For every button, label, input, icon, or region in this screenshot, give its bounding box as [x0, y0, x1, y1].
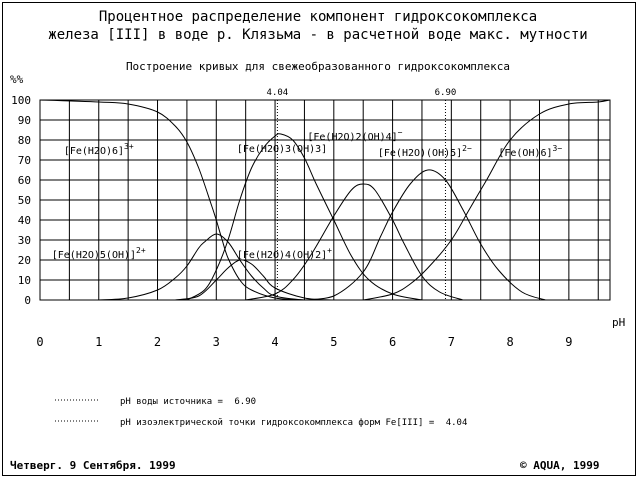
x-tick-label: 7 [447, 335, 455, 349]
y-tick-label: 0 [24, 294, 31, 307]
marker-label: 4.04 [266, 88, 289, 98]
series-line [246, 184, 463, 300]
y-tick-label: 60 [17, 174, 31, 187]
x-ticks [36, 335, 572, 349]
series-label [237, 246, 332, 261]
x-tick-label: 4 [271, 335, 279, 349]
series-label [307, 128, 402, 143]
x-tick-label: 9 [565, 335, 573, 349]
series-label [378, 144, 472, 159]
y-tick-label: 90 [17, 114, 31, 127]
legend-label-2: pH изоэлектрической точки гидроксокомплекса форм Fe[III] = [120, 418, 435, 428]
legend-text-1 [120, 397, 256, 407]
series-label-main: [Fe(H2O)(OH)5] [377, 148, 463, 159]
series-label [237, 144, 327, 155]
y-tick-label: 100 [11, 94, 31, 107]
x-tick-label: 2 [153, 335, 162, 349]
legend-text-2 [120, 418, 467, 428]
series-label-charge: + [327, 246, 332, 255]
series-label-main: [Fe(H2O)3(OH)3] [236, 144, 328, 155]
y-ticks [11, 94, 31, 307]
legend-value-1: 6.90 [234, 397, 257, 407]
series-label-main: [Fe(H2O)2(OH)4] [307, 132, 398, 143]
series-label-main: [Fe(H2O)5(OH)] [51, 250, 137, 261]
y-tick-label: 20 [17, 254, 31, 267]
series-label-charge: 2+ [136, 246, 146, 255]
x-tick-label: 1 [95, 335, 103, 349]
footer-copyright: © AQUA, 1999 [520, 459, 600, 472]
x-tick-label: 8 [506, 335, 514, 349]
grid [40, 100, 610, 300]
series-label-main: [Fe(H2O)4(OH)2] [236, 250, 328, 261]
series-label-charge: − [397, 128, 403, 137]
y-tick-label: 40 [17, 214, 31, 227]
y-axis-label: %% [10, 73, 24, 86]
y-tick-label: 80 [17, 134, 31, 147]
legend-label-1: pH воды источника = [120, 397, 223, 407]
marker-label: 6.90 [434, 88, 457, 98]
subtitle: Построение кривых для свежеобразованного гидроксокомплекса [125, 60, 511, 73]
title-line-2: железа [III] в воде р. Клязьма - в расчетной воде макс. мутности [48, 27, 588, 43]
y-tick-label: 10 [17, 274, 31, 287]
series-label-main: [Fe(OH)6] [498, 148, 553, 159]
y-tick-label: 30 [17, 234, 31, 247]
series-label [498, 144, 562, 159]
x-tick-label: 5 [330, 335, 338, 349]
series-label-charge: 3− [552, 144, 563, 153]
series-label-charge: 2− [462, 144, 472, 153]
x-axis-label: pH [612, 316, 626, 329]
x-tick-label: 3 [212, 335, 220, 349]
title-line-1: Процентное распределение компонент гидроксокомплекса [98, 9, 538, 25]
series-label-charge: 3+ [124, 142, 134, 151]
x-tick-label: 6 [388, 335, 397, 349]
legend-value-2: 4.04 [445, 418, 468, 428]
y-tick-label: 70 [17, 154, 31, 167]
y-tick-label: 50 [17, 194, 31, 207]
x-tick-label: 0 [36, 335, 44, 349]
series-label-main: [Fe(H2O)6] [63, 146, 125, 157]
footer-date: Четверг. 9 Сентября. 1999 [10, 459, 176, 472]
